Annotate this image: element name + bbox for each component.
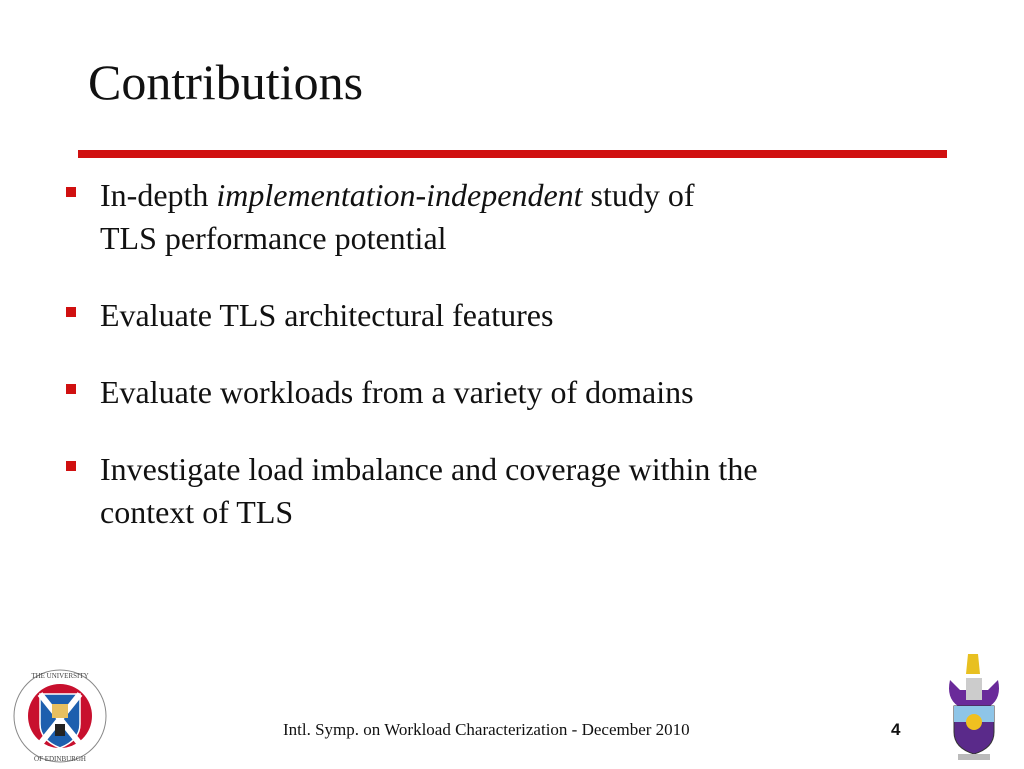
svg-text:THE UNIVERSITY: THE UNIVERSITY	[31, 672, 89, 680]
title-divider	[78, 150, 947, 158]
bullet-item	[64, 174, 924, 260]
bullet-text-line2: context of TLS	[100, 494, 294, 530]
bullet-square-icon	[66, 307, 76, 317]
crest-logo	[944, 650, 1004, 762]
slide-footer: Intl. Symp. on Workload Characterization - December 2010	[283, 720, 690, 739]
bullet-text: Investigate load imbalance and coverage within the	[100, 451, 758, 487]
bullet-text: Evaluate TLS architectural features	[100, 297, 554, 333]
bullet-square-icon	[66, 461, 76, 471]
bullet-emphasis: implementation-independent	[216, 177, 583, 213]
svg-text:OF EDINBURGH: OF EDINBURGH	[34, 755, 86, 763]
slide-title: Contributions	[88, 54, 364, 110]
bullet-text-line2: TLS performance potential	[100, 220, 447, 256]
bullet-item	[64, 448, 924, 534]
bullet-item	[64, 294, 924, 337]
university-of-edinburgh-logo	[12, 668, 108, 764]
bullet-text: In-depth	[100, 177, 217, 213]
bullet-list	[64, 174, 924, 568]
page-number: 4	[891, 720, 901, 739]
bullet-text: study of	[582, 177, 695, 213]
bullet-item	[64, 371, 924, 414]
bullet-square-icon	[66, 384, 76, 394]
bullet-text: Evaluate workloads from a variety of domains	[100, 374, 694, 410]
bullet-square-icon	[66, 187, 76, 197]
